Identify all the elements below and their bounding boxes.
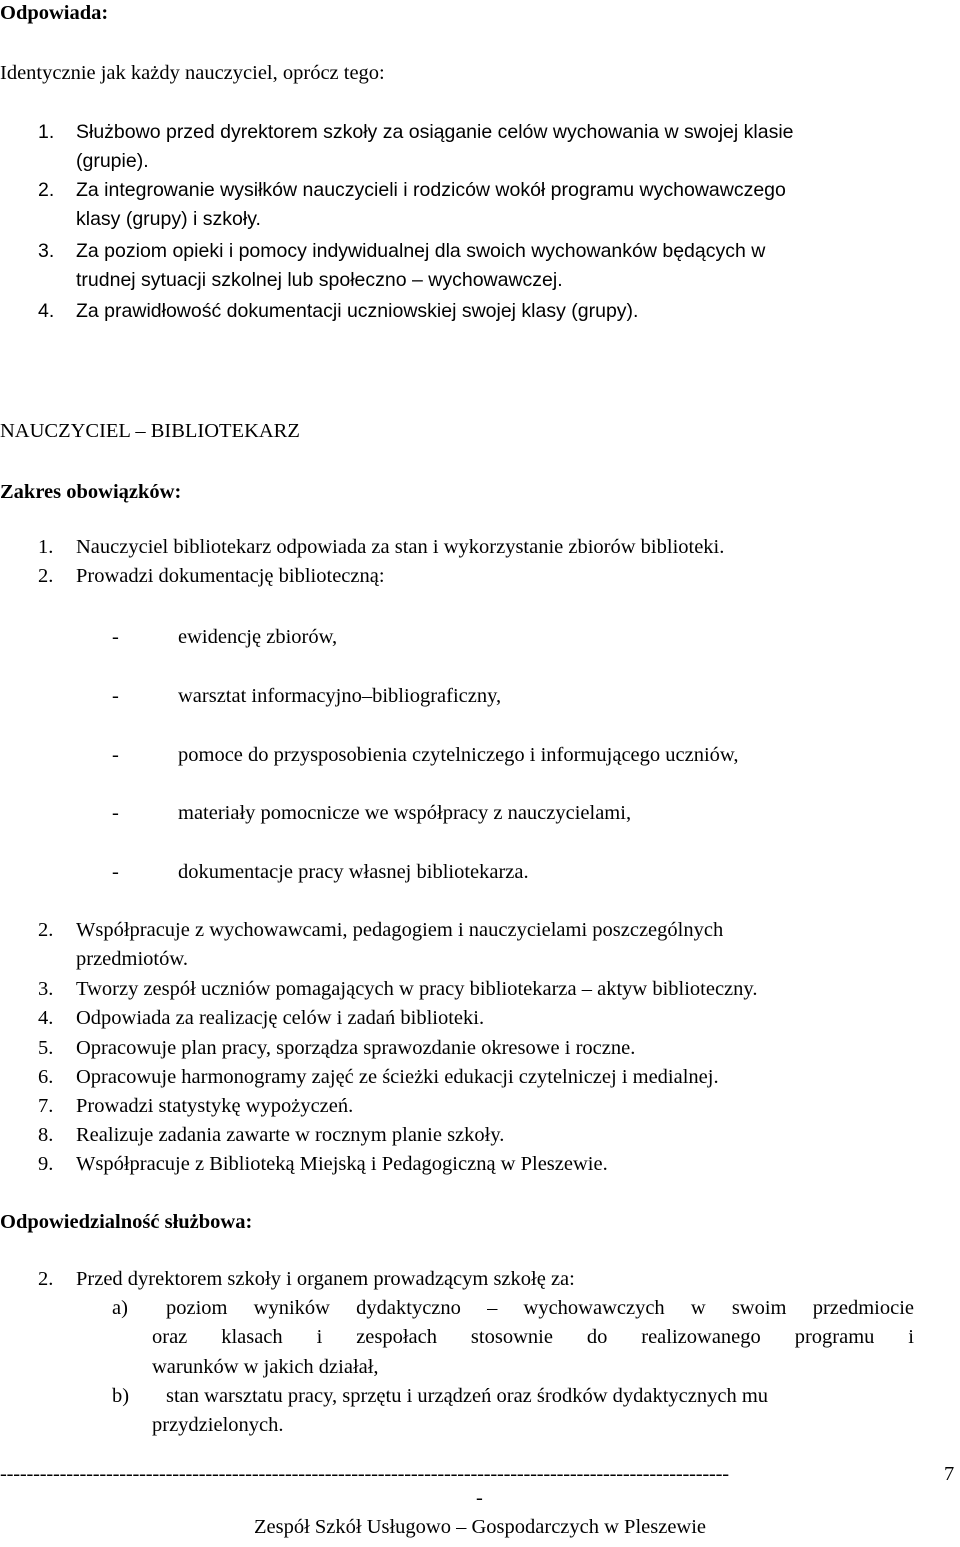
bullet-item: pomoce do przysposobienia czytelniczego i informującego uczniów, [178,744,739,766]
list-number: 2. [38,1268,54,1290]
list-number: 3. [38,978,54,1000]
list-item-line: (grupie). [76,150,149,172]
list-number: 1. [38,536,54,558]
sub-item-line: przydzielonych. [152,1414,284,1436]
section-heading-odpowiada: Odpowiada: [0,2,109,24]
list-number: 8. [38,1124,54,1146]
list-item-line: Za integrowanie wysiłków nauczycieli i rodziców wokół programu wychowawczego [76,179,786,201]
section-heading-odpowiedzialnosc: Odpowiedzialność służbowa: [0,1211,253,1233]
intro-text: Identycznie jak każdy nauczyciel, oprócz tego: [0,62,385,84]
sub-item-line: poziom wyników dydaktyczno – wychowawczych w swoim przedmiocie [166,1297,914,1319]
list-item-line: Przed dyrektorem szkoły i organem prowadzącym szkołę za: [76,1268,575,1290]
bullet-dash: - [112,626,119,648]
footer-dashed-rule: -------------------------------------------------------------------------------------------------------------- [0,1463,729,1485]
bullet-dash: - [112,861,119,883]
list-item-line: Służbowo przed dyrektorem szkoły za osiąganie celów wychowania w swojej klasie [76,121,794,143]
bullet-item: dokumentacje pracy własnej bibliotekarza. [178,861,529,883]
bullet-item: warsztat informacyjno–bibliograficzny, [178,685,502,707]
list-item-line: Za prawidłowość dokumentacji uczniowskiej swojej klasy (grupy). [76,300,639,322]
list-number: 6. [38,1066,54,1088]
bullet-dash: - [112,744,119,766]
list-item-line: przedmiotów. [76,948,188,970]
footer-school-name: Zespół Szkół Usługowo – Gospodarczych w Pleszewie [253,1516,707,1538]
list-number: 5. [38,1037,54,1059]
section-title-bibliotekarz: NAUCZYCIEL – BIBLIOTEKARZ [0,420,300,442]
list-number: 2. [38,565,54,587]
bullet-item: materiały pomocnicze we współpracy z nauczycielami, [178,802,632,824]
list-item-line: Realizuje zadania zawarte w rocznym planie szkoły. [76,1124,505,1146]
bullet-item: ewidencję zbiorów, [178,626,338,648]
list-item-line: Za poziom opieki i pomocy indywidualnej dla swoich wychowanków będących w [76,240,766,262]
list-item-line: Współpracuje z wychowawcami, pedagogiem i nauczycielami poszczególnych [76,919,724,941]
list-number: 7. [38,1095,54,1117]
sub-item-label: a) [112,1297,128,1319]
subheading-zakres: Zakres obowiązków: [0,481,182,503]
list-item-line: trudnej sytuacji szkolnej lub społeczno – wychowawczej. [76,269,563,291]
list-item-line: Tworzy zespół uczniów pomagających w pracy bibliotekarza – aktyw biblioteczny. [76,978,758,1000]
sub-item-line: warunków w jakich działał, [152,1356,379,1378]
list-item-line: Opracowuje plan pracy, sporządza sprawozdanie okresowe i roczne. [76,1037,636,1059]
list-number: 4. [38,1007,54,1029]
list-number: 3. [38,240,55,262]
list-number: 9. [38,1153,54,1175]
list-item-line: Prowadzi statystykę wypożyczeń. [76,1095,354,1117]
sub-item-label: b) [112,1385,130,1407]
sub-item-line: oraz klasach i zespołach stosownie do realizowanego programu i [152,1326,914,1348]
page-number: 7 [944,1463,955,1485]
footer-hyphen: - [476,1487,483,1509]
list-item-line: Prowadzi dokumentację biblioteczną: [76,565,385,587]
list-number: 2. [38,919,54,941]
list-item-line: klasy (grupy) i szkoły. [76,208,261,230]
sub-item-line: stan warsztatu pracy, sprzętu i urządzeń oraz środków dydaktycznych mu [166,1385,769,1407]
list-number: 2. [38,179,55,201]
list-item-line: Nauczyciel bibliotekarz odpowiada za stan i wykorzystanie zbiorów biblioteki. [76,536,725,558]
list-item-line: Współpracuje z Biblioteką Miejską i Pedagogiczną w Pleszewie. [76,1153,608,1175]
list-item-line: Opracowuje harmonogramy zajęć ze ścieżki edukacji czytelniczej i medialnej. [76,1066,719,1088]
list-number: 4. [38,300,55,322]
bullet-dash: - [112,685,119,707]
bullet-dash: - [112,802,119,824]
list-item-line: Odpowiada za realizację celów i zadań biblioteki. [76,1007,485,1029]
list-number: 1. [38,121,55,143]
